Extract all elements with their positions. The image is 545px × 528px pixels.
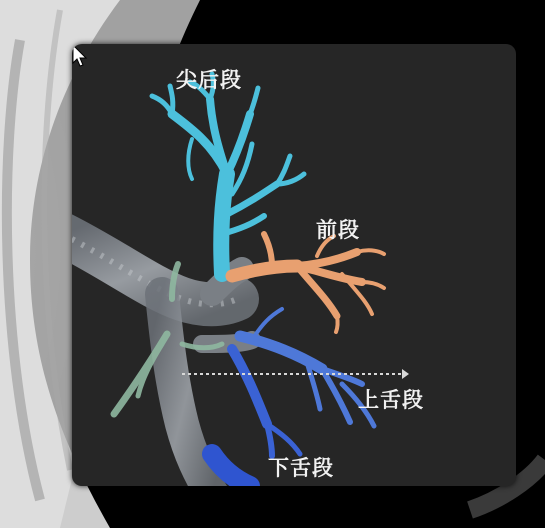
- label-apical-posterior-segment: 尖后段: [176, 68, 242, 92]
- mouse-cursor-icon: [72, 44, 88, 68]
- label-inferior-lingular-segment: 下舌段: [268, 456, 334, 480]
- bronchial-tree-illustration: [72, 44, 516, 486]
- apical-posterior-segment: [152, 74, 304, 274]
- label-superior-lingular-segment: 上舌段: [358, 388, 424, 412]
- label-anterior-segment: 前段: [316, 218, 360, 242]
- dashed-arrow: [182, 369, 409, 379]
- anterior-segment: [232, 234, 384, 332]
- bronchial-tree-panel: [72, 44, 516, 486]
